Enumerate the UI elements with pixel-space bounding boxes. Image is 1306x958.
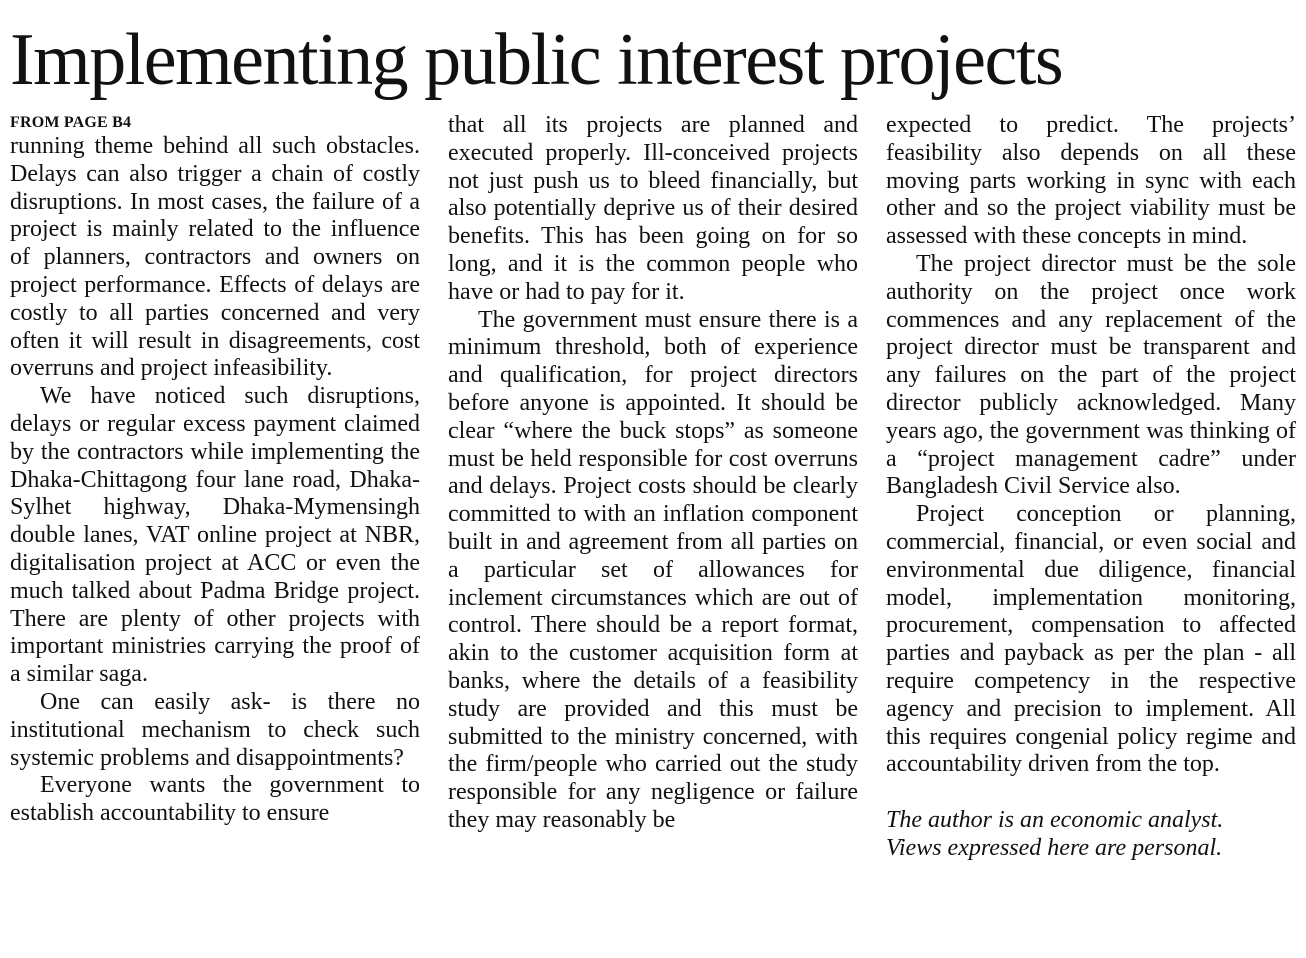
paragraph: One can easily ask- is there no institutional mechanism to check such systemic problems and disappointments?: [10, 688, 420, 771]
paragraph: expected to predict. The projects’ feasibility also depends on all these moving parts working in sync with each other and so the project viability must be assessed with these concepts in mind.: [886, 112, 1296, 250]
paragraph: We have noticed such disruptions, delays or regular excess payment claimed by the contractors while implementing the Dhaka-Chittagong four lane road, Dhaka-Sylhet highway, Dhaka-Mymensingh double lanes, VAT online project at NBR, digitalisation project at ACC or even the much talked about Padma Bridge project. There are plenty of other projects with important ministries carrying the proof of a similar saga.: [10, 383, 420, 688]
article-column-3: [886, 112, 1296, 863]
article-column-1: [10, 112, 420, 828]
author-note-line: Views expressed here are personal.: [886, 834, 1223, 861]
paragraph: that all its projects are planned and executed properly. Ill-conceived projects not just push us to bleed financially, but also potentially deprive us of their desired benefits. This has been going on for so long, and it is the common people who have or had to pay for it.: [448, 112, 858, 305]
paragraph: running theme behind all such obstacles. Delays can also trigger a chain of costly disruptions. In most cases, the failure of a project is mainly related to the influence of planners, contractors and owners on project performance. Effects of delays are costly to all parties concerned and very often it will result in disagreements, cost overruns and project infeasibility.: [10, 133, 420, 382]
paragraph: Everyone wants the government to establish accountability to ensure: [10, 772, 420, 827]
continued-from-label: FROM PAGE B4: [10, 114, 132, 131]
paragraph: The project director must be the sole authority on the project once work commences and any replacement of the project director must be transparent and any failures on the part of the project director publicly acknowledged. Many years ago, the government was thinking of a “project management cadre” under Bangladesh Civil Service also.: [886, 250, 1296, 500]
paragraph: Project conception or planning, commercial, financial, or even social and environmental due diligence, financial model, implementation monitoring, procurement, compensation to affected parties and payback as per the plan - all require competency in the respective agency and precision to implement. All this requires congenial policy regime and accountability driven from the top.: [886, 501, 1296, 778]
article-column-2: [448, 112, 858, 835]
author-note: [886, 807, 1296, 863]
author-note-line: The author is an economic analyst.: [886, 807, 1224, 834]
headline: Implementing public interest projects: [10, 19, 1063, 101]
paragraph: The government must ensure there is a minimum threshold, both of experience and qualification, for project directors before anyone is appointed. It should be clear “where the buck stops” as someone must be held responsible for cost overruns and delays. Project costs should be clearly committed to with an inflation component built in and agreement from all parties on a particular set of allowances for inclement circumstances which are out of control. There should be a report format, akin to the customer acquisition form at banks, where the details of a feasibility study are provided and this must be submitted to the ministry concerned, with the firm/people who carried out the study responsible for any negligence or failure they may reasonably be: [448, 306, 858, 833]
